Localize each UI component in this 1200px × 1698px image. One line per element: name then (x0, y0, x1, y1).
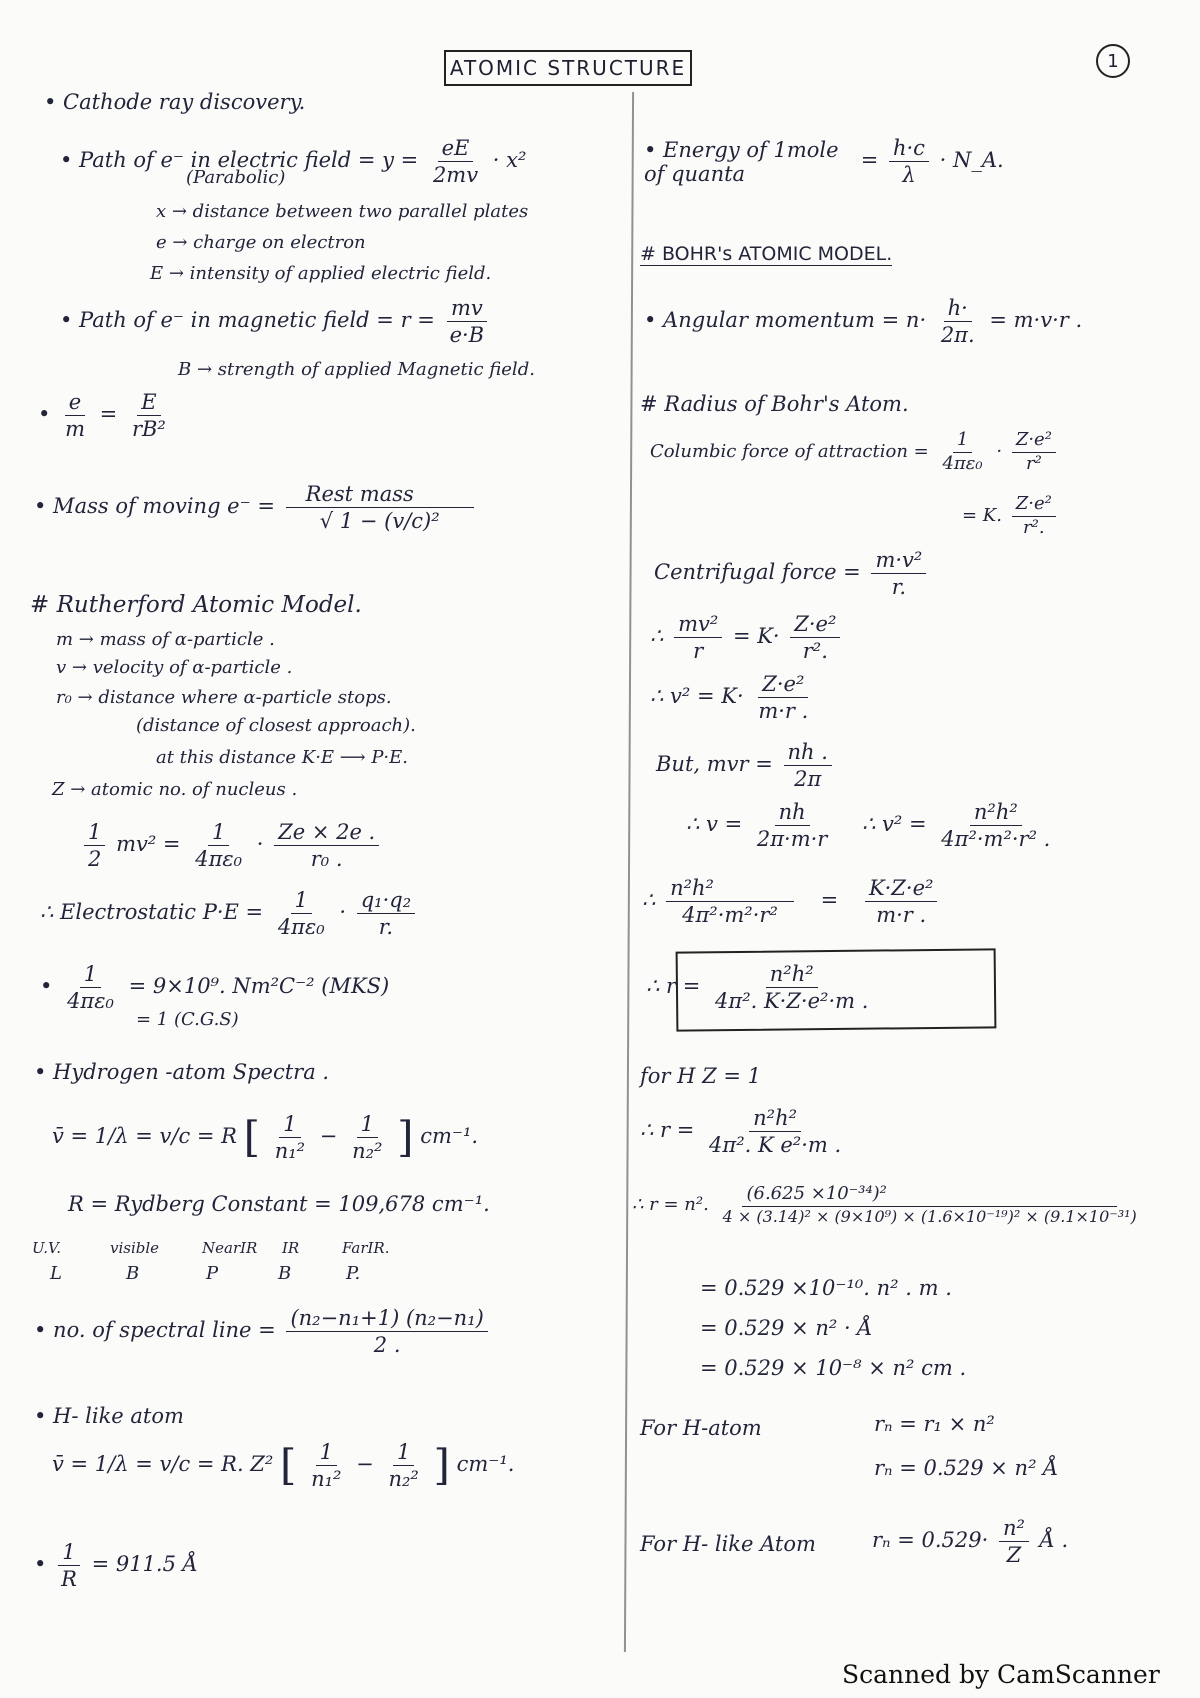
s1-rhs-frac (790, 612, 840, 663)
series-letter: P (206, 1263, 219, 1284)
def-E: E → intensity of applied electric field. (150, 263, 492, 284)
frac-num: 1 (80, 962, 101, 988)
energy-label: • Energy of 1mole of quanta (644, 137, 839, 186)
frac-num: n²h² (749, 1106, 801, 1132)
frac-num: 1 (279, 1112, 300, 1138)
rn-r1: rₙ = r₁ × n² (874, 1412, 995, 1436)
eq3-rhs-frac (865, 876, 937, 927)
frac-den: m (65, 417, 85, 442)
e-m-rhs-frac (128, 390, 170, 441)
rn-value: rₙ = 0.529 × n² Å (874, 1456, 1059, 1480)
def-e: e → charge on electron (156, 232, 366, 253)
e-over-m-eq: • $\frac{e}{m}$ = $\frac{E}{\text{rB²}}$ (38, 390, 174, 441)
value-m: = 0.529 ×10⁻¹⁰. n² . m . (700, 1276, 952, 1300)
moving-mass-label: • Mass of moving e⁻ = (34, 494, 275, 519)
rh-frac (705, 1106, 845, 1157)
path-magnetic-frac (446, 296, 489, 347)
frac-den: r² (1025, 452, 1042, 474)
frac-num: mv² (674, 612, 722, 638)
frac-num: e (65, 390, 85, 416)
frac-num: n²h² (766, 962, 818, 988)
columbic-eq: Columbic force of attraction = $\frac{1}{\text{4πε₀}}$ · $\frac{\text{Z·e²}}{\text{r²}}$ (650, 430, 1060, 474)
frac-num: eE (438, 136, 474, 162)
electro-label: ∴ Electrostatic P·E = (40, 900, 264, 925)
angular-frac (937, 296, 979, 347)
column-divider (624, 92, 634, 1652)
frac-den: e·B (449, 323, 485, 348)
page-title: ATOMIC STRUCTURE (444, 50, 692, 86)
v-frac (753, 800, 831, 851)
path-electric-frac (429, 136, 482, 187)
frac-den: 4πε₀ (195, 847, 243, 872)
series-letter: L (50, 1263, 62, 1284)
electrostatic-pe-eq: ∴ Electrostatic P·E = $\frac{1}{\text{4πε₀}}$ · $\frac{\text{q₁·q₂}}{r.}$ (40, 888, 419, 939)
r-hydrogen-eq: ∴ r = $\frac{\text{n²h²}}{\text{4π². K e²·m .}}$ (640, 1106, 849, 1157)
frac-den: r₀ . (310, 847, 343, 872)
frac-den: r. (378, 915, 394, 940)
frac-den: 2 . (373, 1333, 401, 1358)
frac-num: nh . (784, 740, 832, 766)
coulomb-frac (191, 820, 246, 871)
columbic-label: Columbic force of attraction = (650, 441, 929, 463)
frac-den: 2π·m·r (756, 827, 828, 852)
frac-den: n₁² (311, 1467, 342, 1492)
ruth-v: v → velocity of α-particle . (56, 657, 293, 678)
frac-den: r (693, 639, 704, 664)
frac-num: (n₂−n₁+1) (n₂−n₁) (286, 1306, 487, 1332)
moving-mass-frac (286, 482, 474, 533)
def-B: B → strength of applied Magnetic field. (178, 359, 535, 380)
frac-num: 1 (357, 1112, 378, 1138)
radius-heading: # Radius of Bohr's Atom. (640, 392, 909, 416)
frac-den: 4πε₀ (67, 989, 114, 1014)
col-frac2 (1012, 430, 1056, 474)
hlike-eq: v̄ = 1/λ = v/c = R. Z² [ $\frac{1}{\text{n₁²}}$ − $\frac{1}{\text{n₂²}}$ ] cm⁻¹. (52, 1440, 515, 1492)
numeric-radius-eq: ∴ r = n². $\frac{\text{(6.625 ×10⁻³⁴)²}}{\text{4 × (3.14)² × (9×10⁹) × (1.6×10⁻¹⁹)² × (9.1×10⁻³¹)}}$ (632, 1184, 1145, 1226)
spectral-label: • no. of spectral line = (34, 1318, 276, 1343)
path-magnetic-label: • Path of e⁻ in magnetic field = r = (60, 308, 435, 333)
s2-frac (754, 672, 812, 723)
frac-num: (6.625 ×10⁻³⁴)² (742, 1184, 1116, 1207)
centrifugal-label: Centrifugal force = (654, 560, 861, 585)
v-eq: ∴ v = $\frac{nh}{2\pi\cdot m\cdot r}$ (686, 800, 835, 851)
frac-num: h·c (889, 136, 929, 162)
columbic-k-eq: = K. $\frac{\text{Z·e²}}{\text{r².}}$ (962, 494, 1060, 538)
centrifugal-eq (654, 548, 930, 599)
frac-num: E (137, 390, 160, 416)
frac-num: h· (944, 296, 972, 322)
series-letter: B (278, 1263, 292, 1284)
rydberg-constant: R = Rydberg Constant = 109,678 cm⁻¹. (68, 1192, 490, 1216)
col-frac1 (938, 430, 986, 474)
frac-den: 2π (794, 767, 822, 792)
frac-den: Z (1006, 1543, 1022, 1568)
def-x: x → distance between two parallel plates (156, 201, 529, 222)
frac-den: 2mv (432, 163, 479, 188)
s1-frac (674, 612, 722, 663)
frac-den: r. (891, 575, 907, 600)
frac-num: Z·e² (1012, 430, 1056, 453)
hyd-frac1 (271, 1112, 309, 1163)
frac-num: K·Z·e² (865, 876, 937, 902)
frac-num: 1 (316, 1440, 337, 1466)
eq3-frac (666, 876, 794, 927)
page-number: 1 (1096, 44, 1130, 78)
parabolic-note: (Parabolic) (186, 167, 286, 188)
angular-label: • Angular momentum = n· (644, 308, 927, 333)
hlike-heading: • H- like atom (34, 1404, 184, 1428)
frac-num: 1 (393, 1440, 414, 1466)
hydrogen-eq: v̄ = 1/λ = v/c = R [ $\frac{1}{\text{n₁²}}$ − $\frac{1}{\text{n₂²}}$ ] cm⁻¹. (52, 1112, 479, 1164)
e-m-frac (61, 390, 89, 441)
series-name: FarIR. (342, 1239, 390, 1257)
ruth-z: Z → atomic no. of nucleus . (52, 779, 298, 800)
ruth-m: m → mass of α-particle . (56, 629, 275, 650)
frac-den: m·r . (876, 903, 927, 928)
series-letter: B (126, 1263, 140, 1284)
k-mks: = 9×10⁹. Nm²C⁻² (MKS) (128, 974, 390, 999)
frac-den: 4π²·m²·r² . (941, 827, 1051, 852)
frac-num: nh (775, 800, 810, 826)
for-h-atom: For H-atom (640, 1416, 762, 1440)
ruth-r0: r₀ → distance where α-particle stops. (56, 687, 392, 708)
frac-num: 1 (58, 1540, 79, 1566)
frac-den: n₂² (388, 1467, 419, 1492)
frac-num: Z·e² (1012, 494, 1056, 517)
v2-frac (937, 800, 1054, 851)
series-letter: P. (346, 1263, 361, 1284)
rn-hlike-eq: rₙ = 0.529· $\frac{\text{n²}}{Z}$ Å . (872, 1516, 1069, 1568)
path-electric-label: • Path of e⁻ in electric field = y = (60, 148, 419, 173)
force-balance-eq: ∴ $\frac{\text{mv²}}{r}$ = K· $\frac{\text{Z·e²}}{\text{r².}}$ (650, 612, 844, 663)
electro-frac2 (357, 888, 415, 939)
energy-balance-eq: $\frac{1}{2}$ mv² = $\frac{1}{\text{4πε₀}}$ · $\frac{Ze \times 2e .}{\text{r₀ .}}$ (80, 820, 383, 871)
half-frac (84, 820, 105, 871)
camscanner-watermark: Scanned by CamScanner (842, 1660, 1160, 1689)
frac-den: √ 1 − (v/c)² (319, 509, 440, 534)
radius-frac (711, 962, 872, 1013)
angular-momentum-eq: • Angular momentum = n· $\frac{h\cdot}{2\pi.}$ = m·v·r . (644, 296, 1083, 348)
frac-den: 2 (88, 847, 102, 872)
for-h-note: for H Z = 1 (640, 1064, 762, 1088)
rutherford-heading: # Rutherford Atomic Model. (30, 592, 362, 618)
frac-den: R (61, 1567, 77, 1592)
frac-num: mv (447, 296, 487, 322)
hlike-frac2 (384, 1440, 422, 1491)
path-electric-eq (60, 136, 526, 187)
frac-den: r². (1023, 516, 1045, 538)
hlike-frac1 (307, 1440, 345, 1491)
value-cm: = 0.529 × 10⁻⁸ × n² cm . (700, 1356, 967, 1380)
frac-den: 2π. (940, 323, 975, 348)
k-frac (63, 962, 118, 1013)
numeric-frac (719, 1184, 1141, 1226)
spectral-frac (286, 1306, 487, 1357)
v-squared-eq: ∴ v² = K· $\frac{\text{Z·e²}}{m\cdot r .}$ (650, 672, 816, 723)
frac-den: 4πε₀ (942, 452, 983, 474)
ruth-closest: (distance of closest approach). (136, 715, 416, 736)
frac-num: Rest mass (286, 482, 474, 508)
spectral-lines-eq (34, 1306, 492, 1357)
for-hlike-atom: For H- like Atom (640, 1532, 816, 1556)
hydrogen-heading: • Hydrogen -atom Spectra . (34, 1060, 330, 1084)
inverse-r-eq: • $\frac{1}{R}$ = 911.5 Å (34, 1540, 198, 1592)
frac-num: Ze × 2e . (274, 820, 379, 846)
hyd-frac2 (348, 1112, 386, 1163)
series-name: NearIR (202, 1239, 258, 1257)
frac-den: 4π². K e²·m . (709, 1133, 842, 1158)
k-constant-eq: • $\frac{1}{\text{4πε₀}}$ = 9×10⁹. Nm²C⁻² (MKS) (40, 962, 390, 1014)
path-electric-tail: · x² (492, 148, 527, 173)
frac-den: rB² (131, 417, 166, 442)
but-frac (784, 740, 832, 791)
series-name: U.V. (32, 1239, 62, 1257)
frac-den: 4π²·m²·r² (682, 903, 778, 928)
frac-num: Z·e² (790, 612, 840, 638)
rn3-frac (999, 1516, 1029, 1567)
value-angstrom: = 0.529 × n² · Å (700, 1316, 873, 1340)
frac-num: n² (999, 1516, 1029, 1542)
frac-den: n₂² (352, 1139, 383, 1164)
frac-den: n₁² (274, 1139, 306, 1164)
frac-num: q₁·q₂ (357, 888, 415, 914)
series-name: visible (110, 1239, 160, 1257)
inverse-r-frac (57, 1540, 81, 1591)
frac-num: Z·e² (758, 672, 808, 698)
frac-num: n²h² (970, 800, 1022, 826)
frac-den: m·r . (758, 699, 809, 724)
frac-den: 4πε₀ (277, 915, 325, 940)
frac-num: 1 (208, 820, 229, 846)
frac-den: 4π². K·Z·e²·m . (715, 989, 869, 1014)
col-k-frac (1012, 494, 1056, 538)
frac-num: m·v² (871, 548, 926, 574)
frac-num: n²h² (666, 876, 794, 902)
centrifugal-frac (871, 548, 926, 599)
but-mvr-eq: But, mvr = $\frac{nh .}{2\pi}$ (656, 740, 836, 791)
bohr-heading: # BOHR's ATOMIC MODEL. (640, 243, 893, 265)
frac-den: 4 × (3.14)² × (9×10⁹) × (1.6×10⁻¹⁹)² × (9.1×10⁻³¹) (722, 1206, 1137, 1226)
frac-num: 1 (291, 888, 312, 914)
energy-frac (889, 136, 929, 187)
radius-formula: ∴ r = $\frac{\text{n²h²}}{\text{4π². K·Z·e²·m .}}$ (646, 962, 876, 1013)
ze-frac (274, 820, 379, 871)
frac-den: λ (902, 163, 916, 188)
frac-den: r². (802, 639, 828, 664)
moving-mass-eq (34, 482, 478, 533)
v2-eq: ∴ v² = $\frac{\text{n²h²}}{\text{4π²·m²·r² .}}$ (862, 800, 1058, 851)
path-magnetic-eq (60, 296, 492, 347)
substitution-eq: ∴ $\frac{\text{n²h²}}{\text{4π²·m²·r²}}$ = $\frac{\text{K·Z·e²}}{m\cdot r .}$ (642, 876, 941, 927)
energy-mole-eq: • Energy of 1mole of quanta = $\frac{h\cdot c}{\lambda}$ · N_A. (644, 136, 1004, 188)
frac-num: 1 (953, 430, 972, 453)
cathode-heading: • Cathode ray discovery. (44, 90, 306, 114)
frac-num: 1 (84, 820, 105, 846)
k-cgs: = 1 (C.G.S) (136, 1009, 239, 1030)
ruth-ke: at this distance K·E ⟶ P·E. (156, 747, 409, 768)
series-name: IR (282, 1239, 300, 1257)
electro-frac1 (274, 888, 329, 939)
